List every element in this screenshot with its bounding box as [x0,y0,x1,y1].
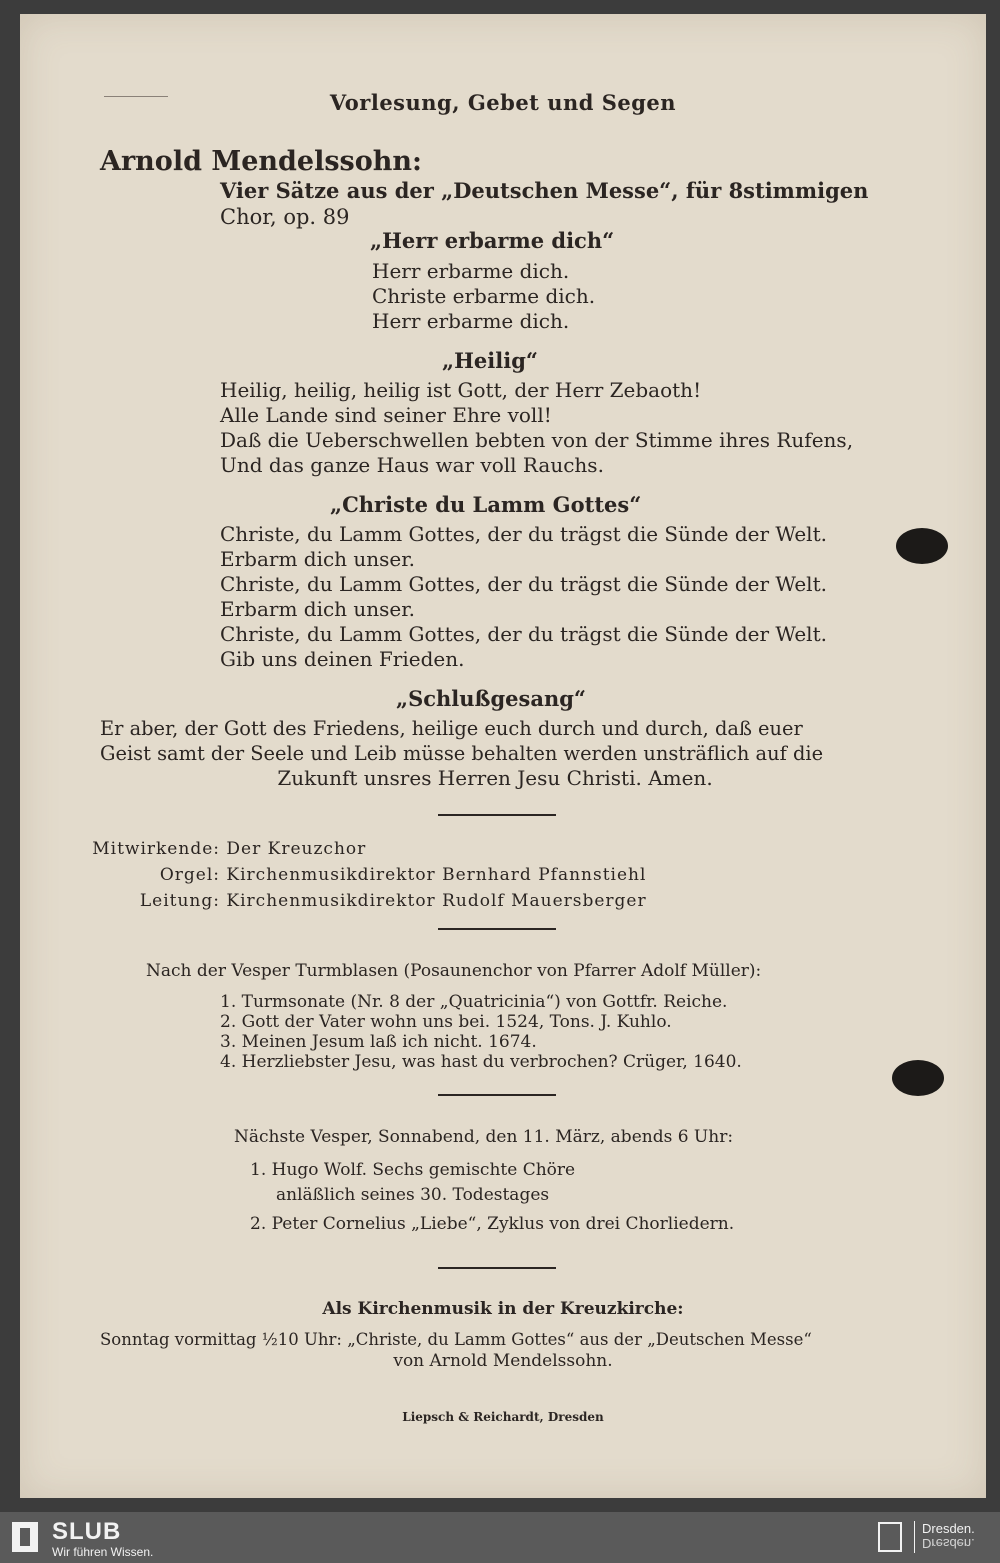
text-line: Erbarm dich unser. [220,597,415,621]
list-item: 4. Herzliebster Jesu, was hast du verbrochen? Crüger, 1640. [220,1052,742,1072]
work-title [220,178,888,230]
dresden-logo[interactable] [922,1521,975,1551]
closing-text [100,716,890,791]
punch-hole [896,528,948,564]
city-name: Dresden. [922,1521,975,1536]
church-music-heading: Als Kirchenmusik in der Kreuzkirche: [322,1299,684,1319]
text-line: Herr erbarme dich. [372,259,570,283]
divider [438,1094,556,1096]
text-line: Zukunft unsres Herren Jesu Christi. Amen. [277,766,713,790]
text-line: Daß die Ueberschwellen bebten von der Stimme ihres Rufens, [220,428,854,452]
tower-list [220,992,742,1072]
list-item: 2. Gott der Vater wohn uns bei. 1524, Tons. J. Kuhlo. [220,1012,672,1032]
text-line: Christe, du Lamm Gottes, der du trägst die Sünde der Welt. [220,622,827,646]
work-title-line: Vier Sätze aus der „Deutschen Messe“, für 8stimmigen [220,178,869,203]
credit-label: Orgel: [159,865,220,885]
movement-title: „Christe du Lamm Gottes“ [330,492,642,517]
punch-hole [892,1060,944,1096]
next-vesper-heading: Nächste Vesper, Sonnabend, den 11. März, abends 6 Uhr: [234,1127,734,1147]
list-item: 3. Meinen Jesum laß ich nicht. 1674. [220,1032,537,1052]
movement-title: „Herr erbarme dich“ [370,228,615,253]
text-line: Alle Lande sind seiner Ehre voll! [220,403,552,427]
movement-text [220,522,827,672]
text-line: Herr erbarme dich. [372,309,570,333]
text-line: Christe, du Lamm Gottes, der du trägst die Sünde der Welt. [220,522,827,546]
section-header: Vorlesung, Gebet und Segen [329,90,677,115]
credit-value: Kirchenmusikdirektor Rudolf Mauersberger [226,891,647,911]
document-page [20,14,986,1498]
credit-value: Der Kreuzchor [226,839,367,859]
credit-row [70,888,647,914]
credit-row [70,836,647,862]
credit-label: Mitwirkende: [92,839,220,859]
text-line: Christe, du Lamm Gottes, der du trägst die Sünde der Welt. [220,572,827,596]
footer-bar [0,1512,1000,1563]
divider [438,928,556,930]
movement-text [372,259,595,334]
brand-name[interactable]: SLUB [52,1518,122,1545]
list-item: 1. Turmsonate (Nr. 8 der „Quatricinia“) von Gottfr. Reiche. [220,992,728,1012]
text-line: Erbarm dich unser. [220,547,415,571]
list-item: 2. Peter Cornelius „Liebe“, Zyklus von drei Chorliedern. [250,1214,735,1234]
printer-imprint: Liepsch & Reichardt, Dresden [402,1410,604,1424]
city-crest-icon[interactable] [878,1522,902,1552]
list-item: 1. Hugo Wolf. Sechs gemischte Chöre [250,1160,576,1180]
text-line: Gib uns deinen Frieden. [220,647,465,671]
logo-divider [914,1521,915,1553]
church-music-line: Sonntag vormittag ½10 Uhr: „Christe, du Lamm Gottes“ aus der „Deutschen Messe“ [100,1330,812,1349]
text-line: Und das ganze Haus war voll Rauchs. [220,453,604,477]
text-line: Heilig, heilig, heilig ist Gott, der Herr Zebaoth! [220,378,702,402]
list-item: anläßlich seines 30. Todestages [276,1185,550,1205]
church-music-line: von Arnold Mendelssohn. [393,1351,613,1371]
text-line: Er aber, der Gott des Friedens, heilige euch durch und durch, daß euer [100,717,803,740]
movement-title: „Schlußgesang“ [396,686,587,711]
movement-title: „Heilig“ [442,348,538,373]
city-name-mirrored: Dresden. [922,1536,975,1551]
movement-text [220,378,853,478]
tower-heading: Nach der Vesper Turmblasen (Posaunenchor von Pfarrer Adolf Müller): [146,961,762,981]
slub-logo-icon[interactable] [12,1522,38,1552]
credit-value: Kirchenmusikdirektor Bernhard Pfannstiehl [226,865,647,885]
composer-name: Arnold Mendelssohn: [100,146,422,177]
credit-label: Leitung: [139,891,220,911]
work-title-line: Chor, op. 89 [220,205,350,229]
divider [438,814,556,816]
brand-tagline: Wir führen Wissen. [52,1545,154,1559]
credit-row [70,862,647,888]
credits [70,836,647,914]
divider [438,1267,556,1269]
text-line: Christe erbarme dich. [372,284,596,308]
text-line: Geist samt der Seele und Leib müsse behalten werden unsträflich auf die [100,742,824,765]
